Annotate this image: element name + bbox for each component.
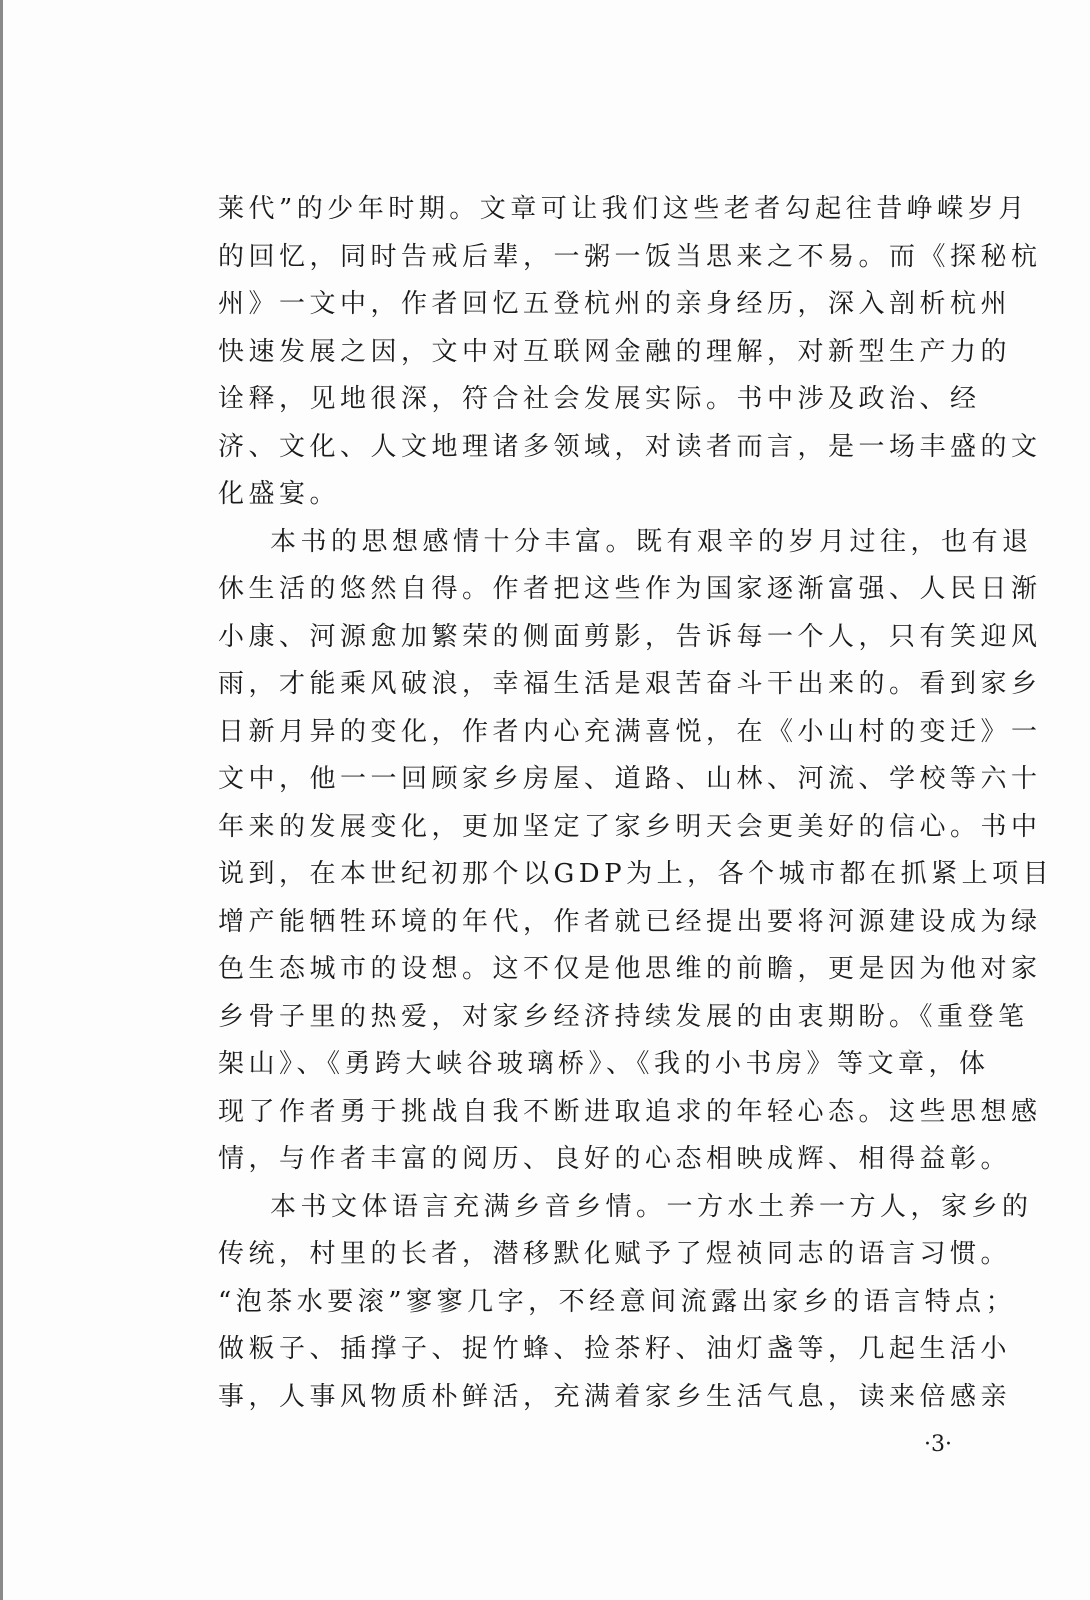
text-line: 济、文化、人文地理诸多领域，对读者而言，是一场丰盛的文 bbox=[218, 431, 1042, 462]
text-line: 的回忆，同时告戒后辈，一粥一饭当思来之不易。而《探秘杭 bbox=[218, 241, 1042, 272]
text-line: 年来的发展变化，更加坚定了家乡明天会更美好的信心。书中 bbox=[218, 811, 1042, 842]
text-line: 小康、河源愈加繁荣的侧面剪影，告诉每一个人，只有笑迎风 bbox=[218, 621, 1042, 652]
text-line: 说到，在本世纪初那个以GDP为上，各个城市都在抓紧上项目 bbox=[218, 859, 1054, 889]
text-line: 诠释，见地很深，符合社会发展实际。书中涉及政治、经 bbox=[218, 384, 981, 414]
text-line: 州》一文中，作者回忆五登杭州的亲身经历，深入剖析杭州 bbox=[218, 289, 1012, 319]
text-line: “泡茶水要滚”寥寥几字，不经意间流露出家乡的语言特点； bbox=[218, 1286, 1017, 1317]
text-line: 本书文体语言充满乡音乡情。一方水土养一方人，家乡的 bbox=[270, 1191, 1033, 1222]
text-line: 架山》、《勇跨大峡谷玻璃桥》、《我的小书房》等文章，体 bbox=[218, 1049, 990, 1079]
text-line: 文中，他一一回顾家乡房屋、道路、山林、河流、学校等六十 bbox=[218, 764, 1042, 794]
text-line: 休生活的悠然自得。作者把这些作为国家逐渐富强、人民日渐 bbox=[218, 574, 1042, 604]
text-line: 色生态城市的设想。这不仅是他思维的前瞻，更是因为他对家 bbox=[218, 954, 1042, 984]
page-number: ·3· bbox=[924, 1432, 952, 1457]
text-line: 乡骨子里的热爱，对家乡经济持续发展的由衷期盼。《重登笔 bbox=[218, 1001, 1029, 1032]
text-line: 雨，才能乘风破浪，幸福生活是艰苦奋斗干出来的。看到家乡 bbox=[218, 669, 1042, 699]
text-line: 事，人事风物质朴鲜活，充满着家乡生活气息，读来倍感亲 bbox=[218, 1381, 1012, 1412]
text-line: 化盛宴。 bbox=[218, 479, 341, 509]
text-line: 快速发展之因，文中对互联网金融的理解，对新型生产力的 bbox=[218, 336, 1012, 367]
text-line: 现了作者勇于挑战自我不断进取追求的年轻心态。这些思想感 bbox=[218, 1096, 1042, 1127]
text-line: 莱代”的少年时期。文章可让我们这些老者勾起往昔峥嵘岁月 bbox=[218, 194, 1029, 224]
text-line: 日新月异的变化，作者内心充满喜悦，在《小山村的变迁》一 bbox=[218, 716, 1042, 747]
text-line: 情，与作者丰富的阅历、良好的心态相映成辉、相得益彰。 bbox=[218, 1144, 1012, 1174]
text-line: 增产能牺牲环境的年代，作者就已经提出要将河源建设成为绿 bbox=[218, 906, 1042, 937]
text-line: 本书的思想感情十分丰富。既有艰辛的岁月过往，也有退 bbox=[270, 526, 1033, 557]
text-line: 做粄子、插撑子、捉竹蜂、捡茶籽、油灯盏等，几起生活小 bbox=[218, 1334, 1012, 1364]
text-line: 传统，村里的长者，潜移默化赋予了煜祯同志的语言习惯。 bbox=[218, 1239, 1012, 1269]
scan-edge-shadow bbox=[0, 0, 3, 1600]
body-text bbox=[218, 186, 1054, 1421]
